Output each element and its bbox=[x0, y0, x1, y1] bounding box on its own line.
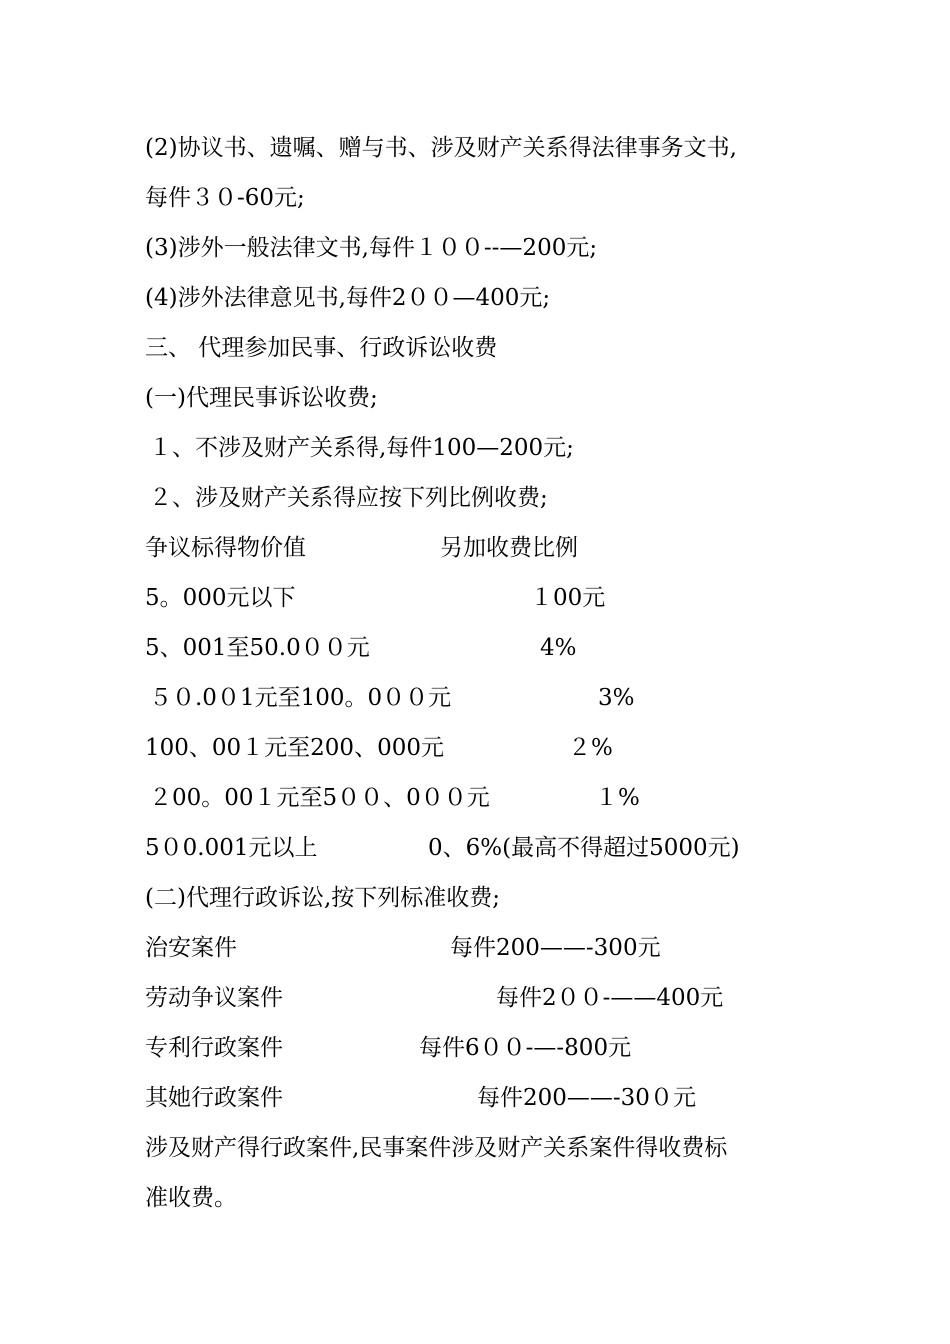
admin-table-case-type: 劳动争议案件 bbox=[145, 985, 283, 1011]
civil-table-row-rate: ２% bbox=[568, 735, 613, 761]
civil-table-row-value: 100、00１元至200、000元 bbox=[145, 735, 444, 761]
civil-table-row-value: 5。000元以下 bbox=[145, 585, 296, 611]
admin-table-fee: 每件200——-30０元 bbox=[477, 1085, 696, 1111]
civil-table-row-rate: 4% bbox=[540, 635, 577, 661]
civil-item-2: ２、涉及财产关系得应按下列比例收费; bbox=[149, 485, 548, 511]
admin-table-fee: 每件2００-——400元 bbox=[496, 985, 724, 1011]
subsection-administrative-litigation: (二)代理行政诉讼,按下列标准收费; bbox=[145, 885, 501, 911]
closing-line-1: 涉及财产得行政案件,民事案件涉及财产关系案件得收费标 bbox=[145, 1135, 728, 1161]
civil-table-row-value: ５０.0０1元至100。0００元 bbox=[149, 685, 452, 711]
civil-table-row-value: 5０0.001元以上 bbox=[145, 835, 318, 861]
admin-table-case-type: 治安案件 bbox=[145, 935, 237, 961]
closing-line-2: 准收费。 bbox=[145, 1185, 237, 1211]
civil-table-row-value: 5、001至50.0００元 bbox=[145, 635, 370, 661]
civil-table-row-rate: 0、6%(最高不得超过5000元) bbox=[428, 835, 740, 861]
admin-table-fee: 每件6００-—-800元 bbox=[419, 1035, 632, 1061]
fee-item-3: (3)涉外一般法律文书,每件１００--—200元; bbox=[145, 235, 598, 261]
fee-item-4: (4)涉外法律意见书,每件2００—400元; bbox=[145, 285, 551, 311]
civil-table-header-value: 争议标得物价值 bbox=[145, 535, 306, 561]
section-heading-litigation: 三、 代理参加民事、行政诉讼收费 bbox=[145, 335, 498, 361]
admin-table-case-type: 专利行政案件 bbox=[145, 1035, 283, 1061]
admin-table-fee: 每件200——-300元 bbox=[450, 935, 661, 961]
fee-item-2-line-2: 每件３０-60元; bbox=[145, 185, 305, 211]
civil-table-row-value: ２00。00１元至5００、0００元 bbox=[149, 785, 490, 811]
civil-table-row-rate: １00元 bbox=[530, 585, 606, 611]
civil-table-header-rate: 另加收费比例 bbox=[440, 535, 578, 561]
civil-table-row-rate: 3% bbox=[598, 685, 635, 711]
civil-item-1: １、不涉及财产关系得,每件100—200元; bbox=[149, 435, 574, 461]
fee-item-2-line-1: (2)协议书、遗嘱、赠与书、涉及财产关系得法律事务文书, bbox=[145, 135, 737, 161]
civil-table-row-rate: １% bbox=[595, 785, 640, 811]
admin-table-case-type: 其她行政案件 bbox=[145, 1085, 283, 1111]
subsection-civil-litigation: (一)代理民事诉讼收费; bbox=[145, 385, 378, 411]
